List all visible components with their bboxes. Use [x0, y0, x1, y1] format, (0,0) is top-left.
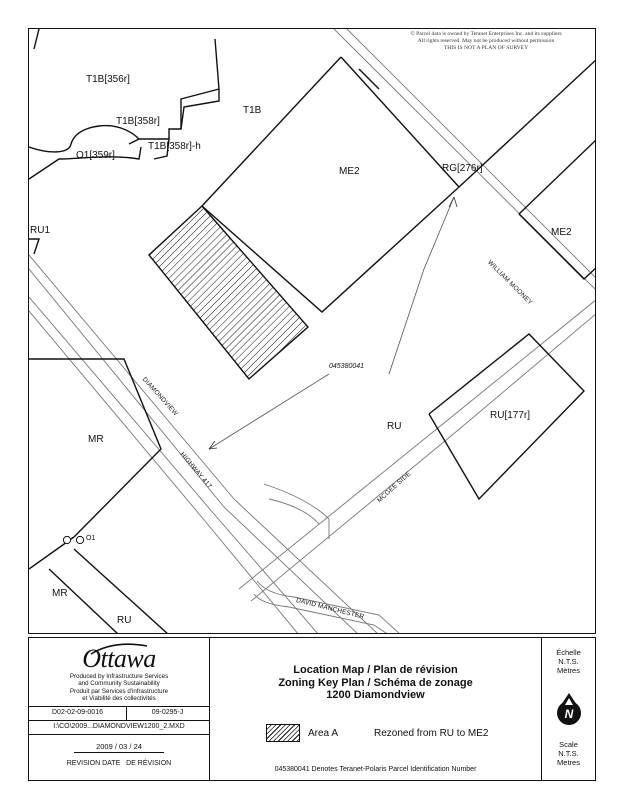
hatch-swatch-icon [266, 724, 300, 742]
zone-label-ru-center: RU [387, 421, 402, 432]
scale-french-line-2: N.T.S. [558, 657, 579, 666]
title-panel [210, 638, 542, 780]
map-copyright-notice [381, 31, 591, 52]
zone-label-mr-lower: MR [52, 588, 68, 599]
north-arrow-icon [555, 693, 583, 727]
street-label-william-mooney: WILLIAM MOONEY [486, 259, 534, 307]
mcgee-side-road [239, 299, 596, 589]
zone-label-t1b-356r: T1B[356r] [86, 74, 130, 85]
file-number: D02-02-09-0016 [52, 709, 103, 716]
title-line-3: 1200 Diamondview [326, 689, 425, 701]
revision-date: 2009 / 03 / 24 [96, 742, 142, 751]
zone-label-o1-bottom: O1 [86, 535, 96, 542]
scale-panel [542, 638, 595, 780]
area-a-hatched-parcel [149, 206, 308, 379]
street-label-mcgee-side: MCGEE SIDE [376, 470, 413, 505]
map-title [210, 664, 541, 702]
copyright-line-1: Parcel data is owned by Teranet Enterprises Inc. and its suppliers [416, 31, 562, 37]
zone-label-rg-276r: RG[276r] [442, 163, 483, 174]
area-a-description: Rezoned from RU to ME2 [374, 728, 489, 739]
scale-english-line-2: N.T.S. [558, 749, 579, 758]
scale-english-line-1: Scale [559, 740, 578, 749]
pin-footnote: 045380041 Denotes Teranet-Polaris Parcel Identification Number [274, 766, 477, 773]
zone-label-me2-right: ME2 [551, 227, 572, 238]
produced-by-line-4: et Viabilité des collectivités [82, 694, 156, 702]
scale-french [542, 648, 595, 675]
revision-date-label: REVISION DATE DE RÉVISION [66, 760, 172, 767]
produced-by-line-3: Produit par Services d'infrastructure [69, 687, 169, 695]
title-block [28, 637, 596, 781]
north-letter: N [564, 707, 574, 721]
map-drawing [29, 29, 596, 634]
street-label-highway-417: HIGHWAY 417 [178, 451, 213, 491]
roads [29, 29, 596, 634]
zone-label-ru-177r: RU[177r] [490, 410, 531, 421]
scale-french-line-3: Mètres [557, 666, 580, 675]
zone-label-mr-upper: MR [88, 434, 104, 445]
zone-label-ru1: RU1 [30, 225, 51, 236]
scale-french-line-1: Échelle [556, 648, 581, 657]
ottawa-logo: Ottawa [82, 644, 156, 673]
file-path: I:\CO\2009...DIAMONDVIEW1200_2.MXD [53, 723, 185, 730]
zone-boundaries [29, 29, 596, 634]
street-label-david-manchester: DAVID MANCHESTER [295, 597, 365, 621]
title-line-2: Zoning Key Plan / Schéma de zonage [278, 676, 473, 689]
produced-by-text [29, 673, 209, 702]
area-a-label: Area A [308, 728, 339, 739]
map-number: 09-0295-J [151, 709, 184, 716]
copyright-line-3: THIS IS NOT A PLAN OF SURVEY [443, 45, 529, 51]
parcel-id-label: 045380041 [329, 363, 365, 370]
zoning-map [28, 28, 596, 634]
zone-label-t1b-358r-h: T1B[358r]-h [148, 141, 201, 152]
logo-panel [29, 638, 210, 780]
copyright-symbol: © [410, 31, 415, 37]
scale-english [542, 740, 595, 767]
produced-by-line-1: Produced by Infrastructure Services [69, 673, 169, 680]
title-line-1: Location Map / Plan de révision [293, 664, 458, 676]
zone-label-t1b-358r: T1B[358r] [116, 116, 160, 127]
copyright-line-2: All rights reserved. May not be produced without permission [417, 38, 555, 44]
scale-english-line-3: Metres [557, 758, 580, 767]
zone-label-me2-main: ME2 [339, 166, 360, 177]
zone-label-t1b: T1B [243, 105, 262, 116]
zone-label-ru-bottom: RU [117, 615, 132, 626]
zone-label-o1-359r: O1[359r] [76, 150, 115, 161]
produced-by-line-2: and Community Sustainability [78, 680, 160, 688]
street-label-diamondview: DIAMONDVIEW [140, 376, 180, 418]
